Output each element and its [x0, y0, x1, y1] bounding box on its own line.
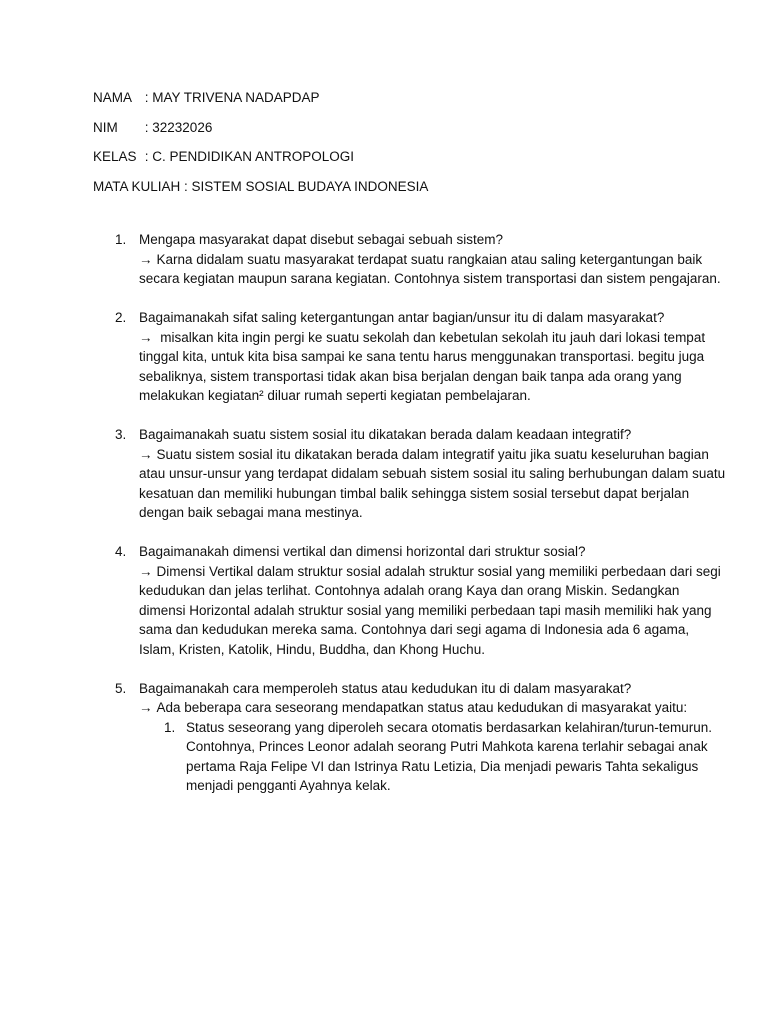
- item-number: 1.: [115, 232, 127, 247]
- question-text: Bagaimanakah sifat saling ketergantungan antar bagian/unsur itu di dalam masyarakat?: [139, 310, 665, 325]
- qa-item-3: [93, 425, 728, 523]
- qa-item-2: [93, 308, 728, 406]
- answer-block: [139, 328, 728, 406]
- nama-value: MAY TRIVENA NADAPDAP: [152, 90, 320, 105]
- mata-kuliah-label: MATA KULIAH: [93, 178, 181, 194]
- nim-separator: :: [141, 119, 153, 135]
- question-text: Bagaimanakah dimensi vertikal dan dimensi horizontal dari struktur sosial?: [139, 544, 586, 559]
- answer-block: [139, 445, 728, 523]
- mata-kuliah-separator: :: [180, 178, 192, 194]
- kelas-separator: :: [141, 149, 153, 164]
- answer-text: Dimensi Vertikal dalam struktur sosial adalah struktur sosial yang memiliki perbedaan dari segi kedudukan dan jelas terlihat. Contohnya adalah orang Kaya dan orang Miskin. Sedangkan dimensi Horizontal adalah struktur sosial yang memiliki perbedaan tapi masih memiliki hak yang sama dan kedudukan mereka sama. Contohnya dari segi agama di Indonesia ada 6 agama, Islam, Kristen, Katolik, Hindu, Buddha, dan Khong Huchu.: [139, 563, 721, 657]
- header-nim: [93, 118, 728, 138]
- nim-value: 32232026: [152, 119, 213, 135]
- question-list: [93, 230, 728, 796]
- nim-label: NIM: [93, 119, 118, 135]
- nama-label: NAMA: [93, 90, 133, 105]
- sub-list: [139, 718, 728, 796]
- sub-item-number: 1.: [164, 719, 176, 735]
- item-number: 4.: [115, 544, 127, 559]
- answer-text: misalkan kita ingin pergi ke suatu sekolah dan kebetulan sekolah itu jauh dari lokasi tempat tinggal kita, untuk kita bisa sampai ke sana tentu harus menggunakan transportasi. begitu juga sebaliknya, sistem transportasi tidak akan bisa berjalan dengan baik tanpa ada orang yang melakukan kegiatan² diluar rumah seperti kegiatan pembelajaran.: [139, 329, 706, 403]
- kelas-value: C. PENDIDIKAN ANTROPOLOGI: [152, 149, 355, 164]
- answer-text: Suatu sistem sosial itu dikatakan berada dalam integratif yaitu jika suatu keseluruhan bagian atau unsur-unsur yang terdapat didalam sebuah sistem sosial itu saling berhubungan dalam suatu kesatuan dan memiliki hubungan timbal balik sehingga sistem sosial tersebut dapat berjalan dengan baik sebagai mana mestinya.: [139, 446, 726, 520]
- kelas-label: KELAS: [93, 149, 137, 164]
- answer-block: [139, 698, 728, 718]
- header-mata-kuliah: [93, 177, 728, 197]
- sub-item-text: Status seseorang yang diperoleh secara otomatis berdasarkan kelahiran/turun-temurun. Contohnya, Princes Leonor adalah seorang Putri Mahkota karena terlahir sebagai anak pertama Raja Felipe VI dan Istrinya Ratu Letizia, Dia menjadi pewaris Tahta sekaligus menjadi pengganti Ayahnya kelak.: [186, 719, 713, 793]
- header-kelas: [93, 147, 728, 167]
- qa-item-1: [93, 230, 728, 289]
- item-number: 3.: [115, 427, 127, 442]
- arrow-right-icon: →: [139, 563, 153, 579]
- item-number: 2.: [115, 310, 127, 325]
- qa-item-5: [93, 679, 728, 796]
- arrow-right-icon: →: [139, 251, 153, 267]
- sub-item-1: [139, 718, 728, 796]
- header-nama: [93, 88, 728, 108]
- question-text: Mengapa masyarakat dapat disebut sebagai sebuah sistem?: [139, 232, 503, 247]
- item-number: 5.: [115, 680, 127, 696]
- answer-text: Ada beberapa cara seseorang mendapatkan status atau kedudukan di masyarakat yaitu:: [156, 700, 688, 715]
- arrow-right-icon: →: [139, 700, 153, 715]
- qa-item-4: [93, 542, 728, 659]
- answer-block: [139, 250, 728, 289]
- nama-separator: :: [141, 90, 153, 105]
- answer-block: [139, 562, 728, 660]
- answer-text: Karna didalam suatu masyarakat terdapat suatu rangkaian atau saling ketergantungan baik secara kegiatan maupun sarana kegiatan. Contohnya sistem transportasi dan sistem pengajaran.: [139, 251, 721, 286]
- question-text: Bagaimanakah suatu sistem sosial itu dikatakan berada dalam keadaan integratif?: [139, 427, 632, 442]
- arrow-right-icon: →: [139, 446, 153, 462]
- question-text: Bagaimanakah cara memperoleh status atau kedudukan itu di dalam masyarakat?: [139, 680, 632, 696]
- arrow-right-icon: →: [139, 329, 153, 345]
- mata-kuliah-value: SISTEM SOSIAL BUDAYA INDONESIA: [191, 178, 429, 194]
